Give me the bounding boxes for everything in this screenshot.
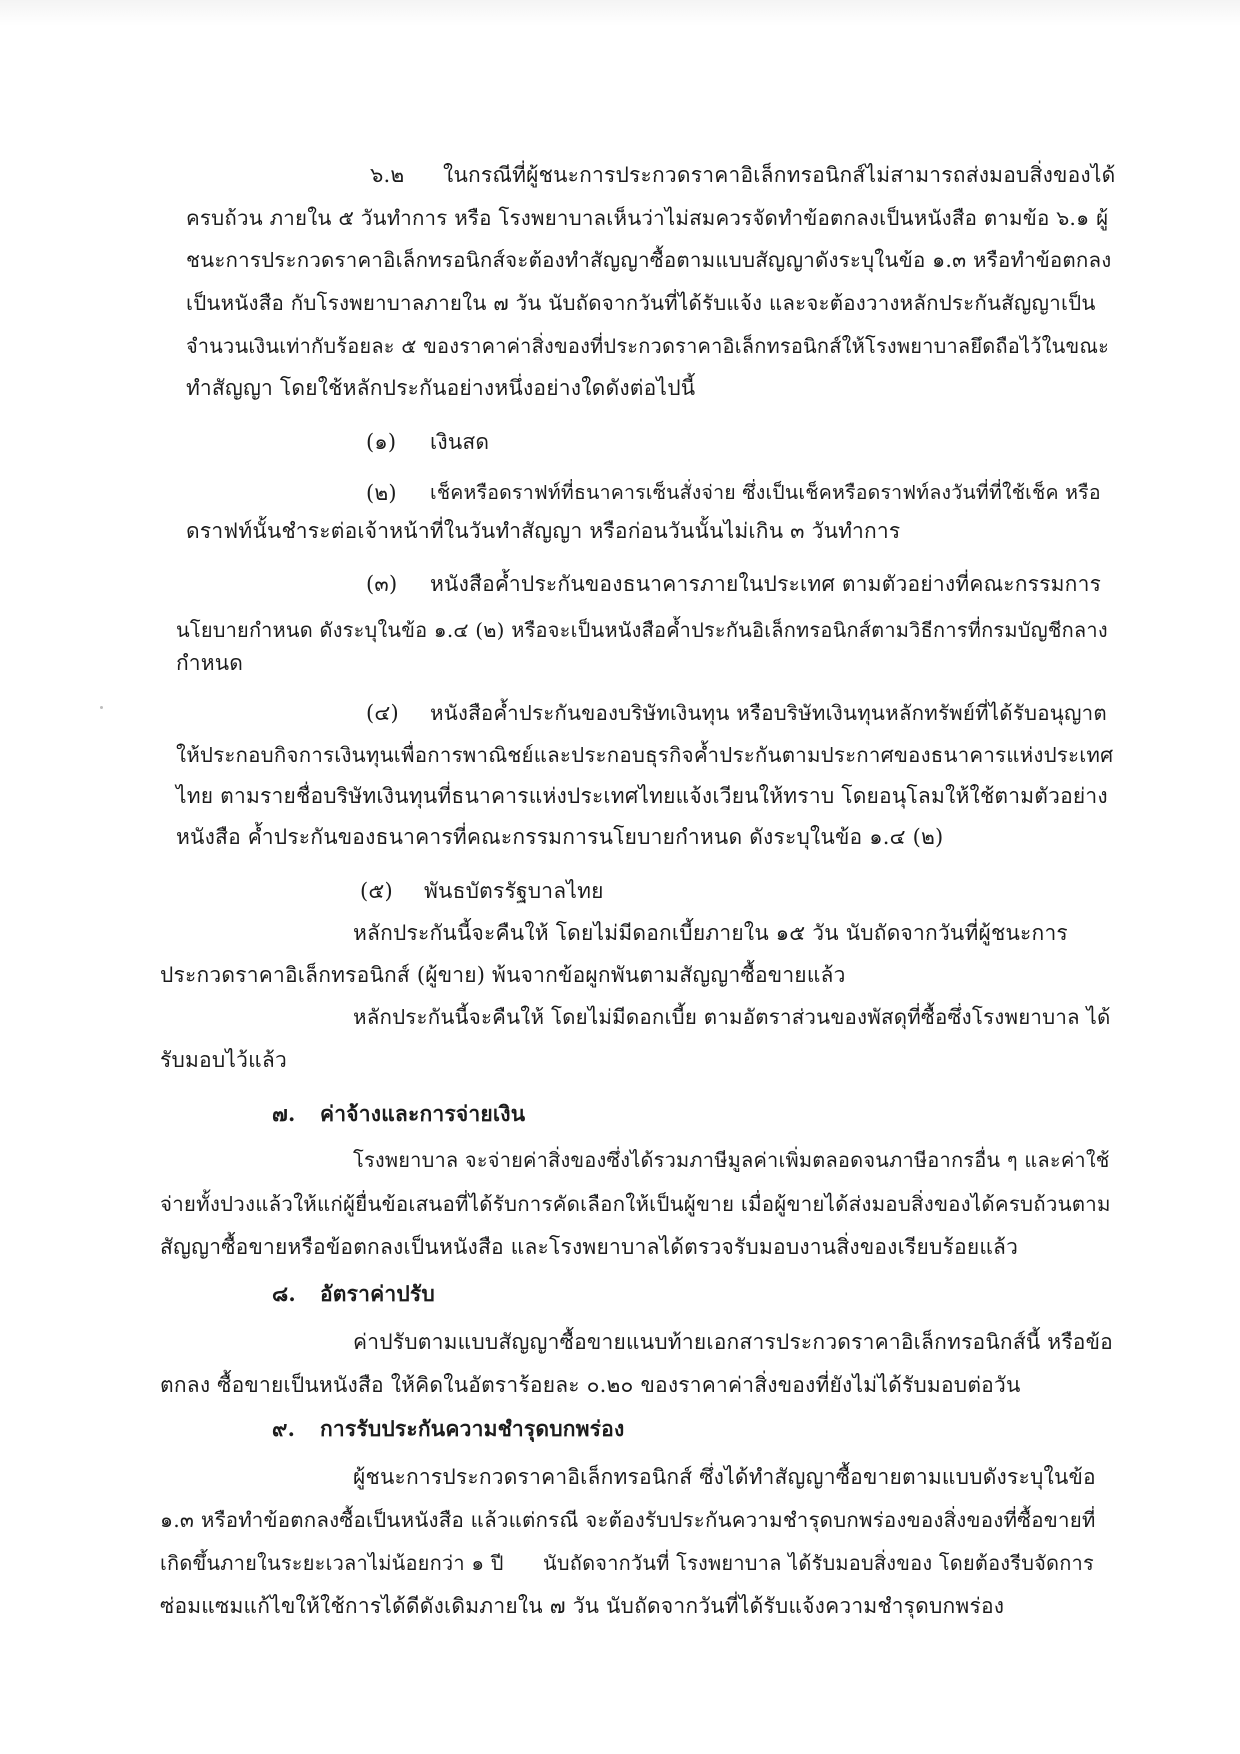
item-number: (๔) bbox=[366, 701, 399, 725]
return-paragraph-line: หลักประกันนี้จะคืนให้ โดยไม่มีดอกเบี้ย ตามอัตราส่วนของพัสดุที่ซื้อซึ่งโรงพยาบาล ได้ bbox=[353, 1005, 1111, 1029]
section-line: ผู้ชนะการประกวดราคาอิเล็กทรอนิกส์ ซึ่งได้ทำสัญญาซื้อขายตามแบบดังระบุในข้อ bbox=[353, 1465, 1096, 1489]
item-line: หนังสือค้ำประกันของธนาคารภายในประเทศ ตามตัวอย่างที่คณะกรรมการ bbox=[430, 572, 1102, 596]
clause-6-2-line: เป็นหนังสือ กับโรงพยาบาลภายใน ๗ วัน นับถัดจากวันที่ได้รับแจ้ง และจะต้องวางหลักประกันสัญญาเป็น bbox=[186, 291, 1096, 315]
section-line: โรงพยาบาล จะจ่ายค่าสิ่งของซึ่งได้รวมภาษีมูลค่าเพิ่มตลอดจนภาษีอากรอื่น ๆ และค่าใช้ bbox=[353, 1148, 1110, 1172]
section-line: ๑.๓ หรือทำข้อตกลงซื้อเป็นหนังสือ แล้วแต่กรณี จะต้องรับประกันความชำรุดบกพร่องของสิ่งของที่ซื้อขายที่ bbox=[160, 1508, 1096, 1532]
section-heading: การรับประกันความชำรุดบกพร่อง bbox=[320, 1416, 625, 1441]
item-number: (๒) bbox=[366, 481, 397, 505]
scan-speck bbox=[100, 706, 103, 709]
clause-6-2-line: ครบถ้วน ภายใน ๕ วันทำการ หรือ โรงพยาบาลเห็นว่าไม่สมควรจัดทำข้อตกลงเป็นหนังสือ ตามข้อ ๖.๑ ผู้ bbox=[186, 206, 1109, 230]
scan-shadow bbox=[0, 0, 1240, 26]
item-line: นโยบายกำหนด ดังระบุในข้อ ๑.๔ (๒) หรือจะเป็นหนังสือค้ำประกันอิเล็กทรอนิกส์ตามวิธีการที่กรมบัญชีกลาง bbox=[176, 618, 1108, 642]
section-line: ค่าปรับตามแบบสัญญาซื้อขายแนบท้ายเอกสารประกวดราคาอิเล็กทรอนิกส์นี้ หรือข้อ bbox=[353, 1330, 1113, 1354]
section-line: เกิดขึ้นภายในระยะเวลาไม่น้อยกว่า ๑ ปี นับถัดจากวันที่ โรงพยาบาล ได้รับมอบสิ่งของ โดยต้องรีบจัดการ bbox=[160, 1551, 1094, 1575]
item-line: ไทย ตามรายชื่อบริษัทเงินทุนที่ธนาคารแห่งประเทศไทยแจ้งเวียนให้ทราบ โดยอนุโลมให้ใช้ตามตัวอย่าง bbox=[176, 784, 1108, 808]
return-paragraph-line: ประกวดราคาอิเล็กทรอนิกส์ (ผู้ขาย) พ้นจากข้อผูกพันตามสัญญาซื้อขายแล้ว bbox=[160, 963, 846, 987]
item-line: พันธบัตรรัฐบาลไทย bbox=[424, 879, 604, 903]
clause-6-2-number: ๖.๒ bbox=[370, 163, 405, 187]
section-line: สัญญาซื้อขายหรือข้อตกลงเป็นหนังสือ และโรงพยาบาลได้ตรวจรับมอบงานสิ่งของเรียบร้อยแล้ว bbox=[160, 1235, 1019, 1259]
section-number: ๗. bbox=[272, 1101, 296, 1126]
item-number: (๓) bbox=[366, 572, 398, 596]
clause-6-2-line: ทำสัญญา โดยใช้หลักประกันอย่างหนึ่งอย่างใดดังต่อไปนี้ bbox=[186, 376, 696, 400]
section-number: ๘. bbox=[272, 1281, 296, 1306]
section-heading: ค่าจ้างและการจ่ายเงิน bbox=[320, 1101, 526, 1126]
item-line: หนังสือ ค้ำประกันของธนาคารที่คณะกรรมการนโยบายกำหนด ดังระบุในข้อ ๑.๔ (๒) bbox=[176, 825, 944, 849]
section-line: จ่ายทั้งปวงแล้วให้แก่ผู้ยื่นข้อเสนอที่ได้รับการคัดเลือกให้เป็นผู้ขาย เมื่อผู้ขายได้ส่งมอบสิ่งของได้ครบถ้วนตาม bbox=[160, 1192, 1111, 1216]
clause-6-2-line: ในกรณีที่ผู้ชนะการประกวดราคาอิเล็กทรอนิกส์ไม่สามารถส่งมอบสิ่งของได้ bbox=[443, 163, 1116, 187]
section-line: ซ่อมแซมแก้ไขให้ใช้การได้ดีดังเดิมภายใน ๗ วัน นับถัดจากวันที่ได้รับแจ้งความชำรุดบกพร่อง bbox=[160, 1594, 1005, 1618]
item-line: กำหนด bbox=[176, 651, 244, 675]
section-heading: อัตราค่าปรับ bbox=[320, 1281, 435, 1306]
return-paragraph-line: รับมอบไว้แล้ว bbox=[160, 1048, 287, 1072]
item-number: (๕) bbox=[360, 879, 393, 903]
clause-6-2-line: ชนะการประกวดราคาอิเล็กทรอนิกส์จะต้องทำสัญญาซื้อตามแบบสัญญาดังระบุในข้อ ๑.๓ หรือทำข้อตกลง bbox=[186, 248, 1112, 272]
clause-6-2-line: จำนวนเงินเท่ากับร้อยละ ๕ ของราคาค่าสิ่งของที่ประกวดราคาอิเล็กทรอนิกส์ให้โรงพยาบาลยึดถือไว้ในขณะ bbox=[186, 334, 1110, 358]
item-line: เงินสด bbox=[430, 430, 490, 454]
return-paragraph-line: หลักประกันนี้จะคืนให้ โดยไม่มีดอกเบี้ยภายใน ๑๕ วัน นับถัดจากวันที่ผู้ชนะการ bbox=[353, 921, 1068, 945]
item-number: (๑) bbox=[366, 430, 397, 454]
item-line: ให้ประกอบกิจการเงินทุนเพื่อการพาณิชย์และประกอบธุรกิจค้ำประกันตามประกาศของธนาคารแห่งประเทศ bbox=[176, 743, 1114, 767]
item-line: ดราฟท์นั้นชำระต่อเจ้าหน้าที่ในวันทำสัญญา หรือก่อนวันนั้นไม่เกิน ๓ วันทำการ bbox=[186, 519, 901, 543]
section-number: ๙. bbox=[272, 1416, 296, 1441]
section-line: ตกลง ซื้อขายเป็นหนังสือ ให้คิดในอัตราร้อยละ ๐.๒๐ ของราคาค่าสิ่งของที่ยังไม่ได้รับมอบต่อวัน bbox=[160, 1373, 1021, 1397]
item-line: เช็คหรือดราฟท์ที่ธนาคารเซ็นสั่งจ่าย ซึ่งเป็นเช็คหรือดราฟท์ลงวันที่ที่ใช้เช็ค หรือ bbox=[430, 481, 1101, 504]
item-line: หนังสือค้ำประกันของบริษัทเงินทุน หรือบริษัทเงินทุนหลักทรัพย์ที่ได้รับอนุญาต bbox=[430, 701, 1107, 725]
